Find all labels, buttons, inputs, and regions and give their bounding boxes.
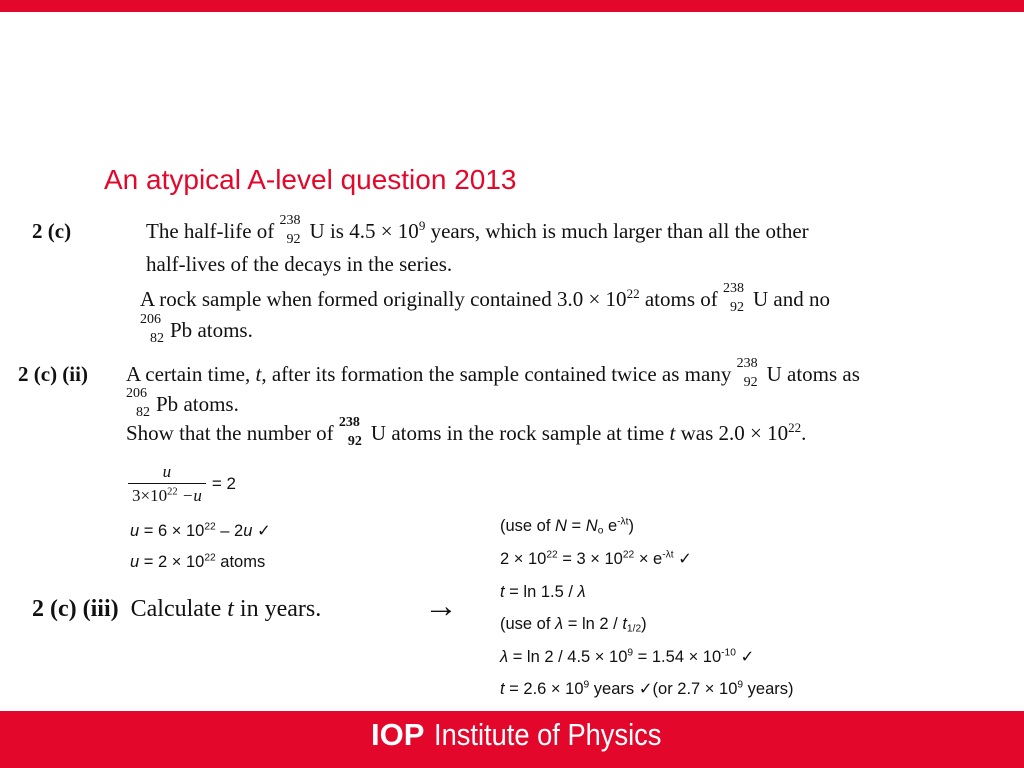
- working-ii-line-3: $u = 2 \times 10^{22}$ atoms: [130, 552, 266, 571]
- question-c-line-2: half-lives of the decays in the series.: [146, 252, 453, 276]
- pb206-nuclide: 206 82 Pb: [140, 312, 193, 346]
- pb206-nuclide: 206 82 Pb: [126, 386, 179, 420]
- u238-nuclide: 238 92 U: [736, 356, 782, 390]
- working-iii-line-3: t = ln 1.5 / λ: [500, 583, 586, 601]
- question-c-ii-line-3: Show that the number of 238 92 U atoms in the rock sample at time t was $2.0 \times 10^{22}$.: [126, 415, 807, 449]
- question-c-ii-line-1: A certain time, t, after its formation the sample contained twice as many 238 92 U atoms as: [126, 356, 860, 390]
- working-ii-fraction: $\frac{u}{3\times 10^{22} -u}$ = 2: [128, 462, 236, 506]
- u238-nuclide: 238 92 U: [722, 281, 769, 315]
- question-c-line-3: A rock sample when formed originally contained $3.0 \times 10^{22}$ atoms of 238 92 U and no: [140, 281, 830, 315]
- working-iii-line-6: $t = 2.6 \times 10^9$ years ✓(or $2.7 \times 10^9$ years): [500, 679, 794, 698]
- u238-nuclide: 238 92 U: [279, 213, 325, 247]
- question-c-ii-number: 2 (c) (ii): [18, 362, 88, 386]
- working-iii-line-5: $\lambda = \ln 2 / 4.5 \times 10^9 = 1.54 \times 10^{-10}$ ✓: [500, 647, 755, 666]
- question-c-line-4: 206 82 Pb atoms.: [140, 312, 253, 346]
- working-ii-line-2: $u = 6 \times 10^{22} - 2u$ ✓: [130, 521, 271, 540]
- question-c-number: 2 (c): [32, 219, 72, 243]
- question-c-ii-line-2: 206 82 Pb atoms.: [126, 386, 239, 420]
- iop-logo: [371, 717, 693, 753]
- working-iii-line-2: $2 \times 10^{22} = 3 \times 10^{22} \times e^{-\lambda t}$ ✓: [500, 549, 692, 568]
- top-accent-bar: [0, 0, 1024, 12]
- u238-nuclide: 238 92 U: [338, 415, 387, 449]
- logo-full: Institute of Physics: [434, 717, 662, 752]
- arrow-icon: →: [424, 588, 458, 625]
- slide-title: An atypical A-level question 2013: [104, 164, 517, 195]
- working-iii-line-1: (use of $N = N_o$ $e^{-\lambda t}$): [500, 516, 634, 537]
- fraction: $\frac{u}{3\times 10^{22} -u}$: [128, 462, 206, 506]
- question-c-line-1: The half-life of 238 92 U is $4.5 \times 10^9$ years, which is much larger than all the other: [146, 213, 809, 247]
- working-iii-line-4: (use of $\lambda = \ln 2 / t_{1/2}$): [500, 615, 647, 635]
- logo-short: IOP: [371, 717, 425, 752]
- question-c-iii: 2 (c) (iii) Calculate t in years.: [32, 596, 322, 622]
